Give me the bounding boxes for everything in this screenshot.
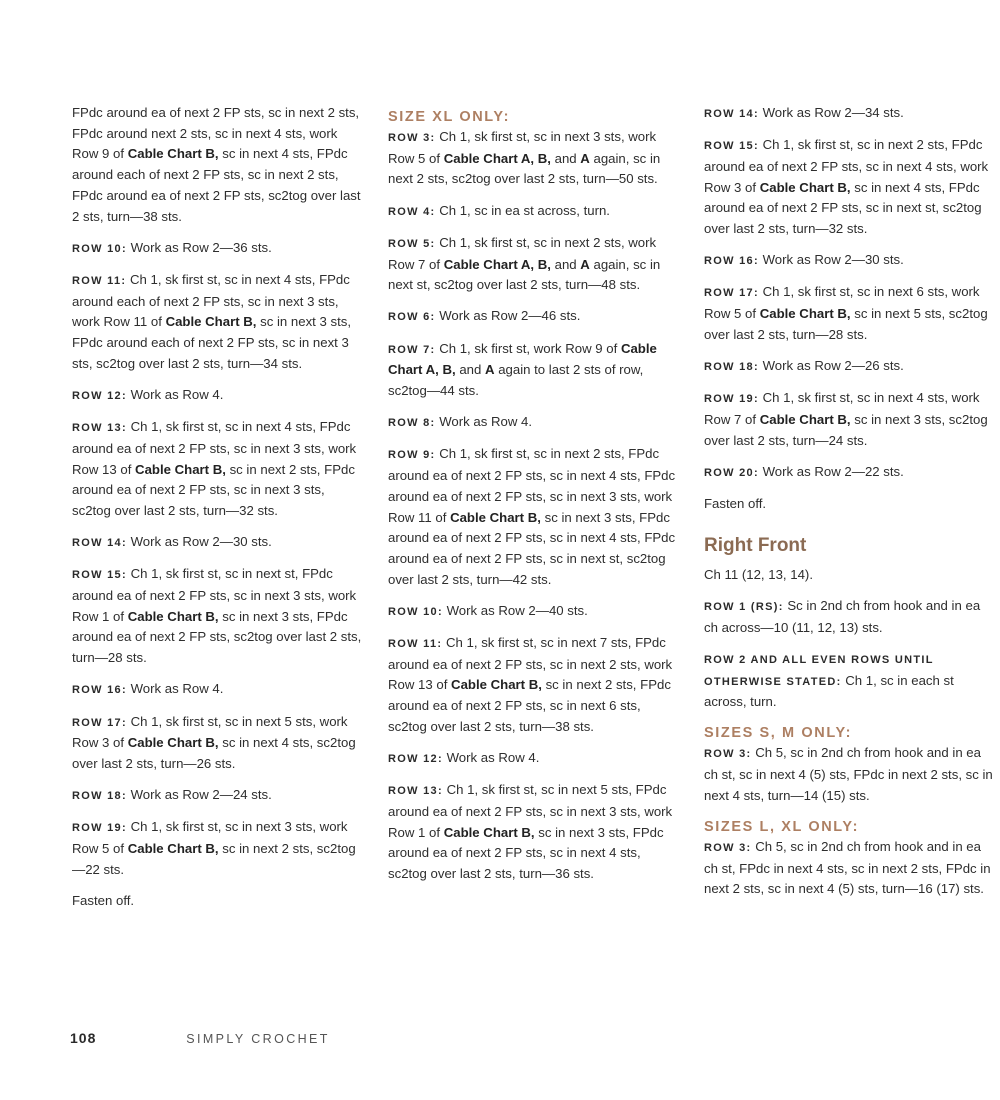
instruction-paragraph [388, 748, 680, 770]
instruction-text: sc in next 4 sts, FPdc around each of next 2 FP sts, sc in next 2 sts, FPdc around ea of next 2 FP sts, sc2tog over last 2 sts, turn—38 sts. [72, 146, 361, 224]
instruction-paragraph [704, 282, 996, 345]
instruction-paragraph [72, 270, 364, 375]
instruction-paragraph [72, 817, 364, 880]
instruction-paragraph [704, 565, 996, 586]
instruction-text: sc in next 5 sts, sc2tog over last 2 sts, turn—28 sts. [704, 306, 988, 342]
instruction-text: again, sc in next 2 sts, sc2tog over last 2 sts, turn—50 sts. [388, 150, 661, 187]
row-label: ROW 5: [388, 237, 436, 250]
row-label: ROW 6: [388, 311, 436, 324]
size-subheading: SIZES S, M ONLY: [704, 725, 853, 742]
size-subheading: SIZE XL ONLY: [388, 109, 511, 125]
instruction-paragraph [704, 250, 996, 272]
section-heading: Right Front [704, 534, 807, 556]
row-label: ROW 3: [704, 842, 752, 855]
instruction-paragraph [704, 494, 996, 515]
row-label: ROW 10: [72, 242, 127, 255]
chart-reference: Cable Chart B, [127, 608, 219, 624]
row-label: ROW 2 AND ALL EVEN ROWS UNTIL OTHERWISE STATED: [704, 653, 934, 688]
instruction-text: Work as Row 4. [126, 681, 224, 697]
instruction-text: Work as Row 4. [435, 414, 533, 430]
instruction-text: FPdc around ea of next 2 FP sts, sc in next 2 sts, FPdc around next 2 sts, sc in next 4 sts, work Row 9 of [72, 105, 360, 162]
row-label: ROW 9: [388, 449, 436, 462]
instruction-text: Ch 1, sk first st, sc in next 2 sts, FPdc around ea of next 2 FP sts, sc in next 4 sts, FPdc around ea of next 2 FP sts, sc in next 3 sts, work Row 11 of [388, 446, 676, 525]
instruction-text: Ch 1, sc in each st across, turn. [704, 672, 954, 710]
instruction-paragraph [72, 238, 364, 260]
page-footer [70, 1030, 330, 1046]
book-title: SIMPLY CROCHET [186, 1032, 330, 1046]
instruction-text: Ch 1, sk first st, sc in next 6 sts, work Row 5 of [704, 284, 980, 322]
instruction-text: Ch 5, sc in 2nd ch from hook and in ea ch st, sc in next 4 (5) sts, FPdc in next 2 sts, sc in next 4 sts, turn—14 (15) sts. [704, 745, 993, 803]
chart-reference: Cable Chart B, [127, 146, 219, 162]
instruction-paragraph [72, 385, 364, 407]
chart-reference: Cable Chart B, [450, 509, 541, 525]
instruction-text: Ch 1, sk first st, sc in next 4 sts, FPdc around ea of next 2 FP sts, sc in next 3 sts, work Row 13 of [72, 419, 357, 477]
instruction-paragraph [704, 462, 996, 484]
instruction-text: Work as Row 2—30 sts. [126, 534, 272, 550]
instruction-paragraph [72, 712, 364, 775]
instruction-paragraph [704, 743, 996, 806]
column-3 [704, 103, 996, 911]
instruction-text: Ch 1, sk first st, sc in next 3 sts, work Row 5 of [388, 129, 657, 166]
instruction-text: Ch 1, sk first st, sc in next 4 sts, FPdc around each of next 2 FP sts, sc in next 3 sts, work Row 11 of [72, 271, 350, 330]
row-label: ROW 12: [388, 753, 443, 766]
instruction-text: Fasten off. [72, 893, 135, 908]
row-label: ROW 7: [388, 343, 436, 356]
size-subheading: SIZES L, XL ONLY: [704, 819, 860, 836]
instruction-text: Work as Row 2—22 sts. [758, 463, 904, 479]
row-label: ROW 19: [704, 393, 759, 406]
row-label: ROW 8: [388, 417, 436, 430]
instruction-text: Work as Row 2—36 sts. [126, 239, 272, 255]
row-label: ROW 15: [704, 140, 759, 153]
row-label: ROW 15: [72, 569, 127, 582]
instruction-text: Ch 1, sk first st, sc in next 3 sts, work Row 5 of [72, 819, 348, 857]
instruction-text: Ch 1, sk first st, sc in next 7 sts, FPdc around ea of next 2 FP sts, sc in next 2 sts, work Row 13 of [388, 635, 673, 693]
row-label: ROW 13: [72, 422, 127, 435]
instruction-paragraph [72, 679, 364, 701]
row-label: ROW 10: [388, 605, 443, 618]
instruction-text: Ch 1, sk first st, work Row 9 of [435, 340, 621, 356]
instruction-text: sc in next 4 sts, sc2tog over last 2 sts, turn—26 sts. [72, 735, 356, 771]
instruction-paragraph [388, 201, 680, 223]
instruction-text: sc in next 3 sts, FPdc around each of next 2 FP sts, sc in next 3 sts, sc2tog over last 2 sts, turn—34 sts. [72, 314, 352, 371]
instruction-paragraph [72, 532, 364, 554]
instruction-text: sc in next 2 sts, FPdc around ea of next 2 FP sts, sc in next 6 sts, sc2tog over last 2 sts, turn—38 sts. [388, 677, 671, 734]
instruction-text: and [455, 362, 485, 378]
row-label: ROW 17: [704, 287, 759, 300]
instruction-paragraph [72, 891, 364, 912]
instruction-paragraph [388, 339, 680, 402]
instruction-paragraph [704, 596, 996, 638]
page-number: 108 [70, 1030, 97, 1046]
instruction-text: sc in next 3 sts, sc2tog over last 2 sts, turn—24 sts. [704, 411, 988, 448]
row-label: ROW 11: [388, 638, 443, 651]
instruction-paragraph [388, 412, 680, 434]
instruction-text: Sc in 2nd ch from hook and in ea ch across—10 (11, 12, 13) sts. [704, 597, 981, 635]
chart-reference: Cable Chart B, [759, 179, 851, 195]
instruction-text: Work as Row 2—46 sts. [435, 308, 581, 324]
instruction-text: Ch 1, sk first st, sc in next 2 sts, work Row 7 of [388, 234, 657, 272]
row-label: ROW 13: [388, 785, 443, 798]
instruction-text: Ch 1, sk first st, sc in next 5 sts, work Row 3 of [72, 713, 348, 751]
row-label: ROW 19: [72, 822, 127, 835]
instruction-paragraph [704, 649, 996, 713]
instruction-paragraph [388, 780, 680, 885]
chart-reference: A [485, 362, 495, 378]
row-label: ROW 4: [388, 205, 436, 218]
chart-reference: Cable Chart B, [451, 677, 542, 693]
chart-reference: Cable Chart B, [127, 841, 219, 857]
row-label: ROW 1 (RS): [704, 600, 784, 613]
instruction-paragraph [72, 564, 364, 669]
instruction-paragraph [388, 233, 680, 296]
row-label: ROW 3: [704, 748, 752, 761]
instruction-text: and [550, 150, 581, 166]
instruction-text: sc in next 3 sts, FPdc around ea of next 2 FP sts, sc in next 4 sts, FPdc around ea of next 2 FP sts, sc in next st, sc2tog over last 2 sts, turn—42 sts. [388, 509, 676, 587]
row-label: ROW 3: [388, 132, 436, 144]
chart-reference: Cable Chart B, [759, 411, 851, 427]
instruction-paragraph [72, 785, 364, 807]
chart-reference: A [580, 150, 590, 166]
instruction-paragraph [388, 306, 680, 328]
instruction-text: sc in next 3 sts, FPdc around ea of next 2 FP sts, sc in next 4 sts, sc2tog over last 2 sts, turn—36 sts. [388, 824, 664, 882]
instruction-text: Ch 1, sk first st, sc in next 2 sts, FPdc around ea of next 2 FP sts, sc in next 4 sts, work Row 3 of [704, 137, 989, 195]
instruction-text: Ch 11 (12, 13, 14). [704, 566, 813, 582]
instruction-paragraph [388, 127, 680, 190]
instruction-text: Work as Row 2—40 sts. [442, 602, 588, 618]
instruction-text: Fasten off. [704, 496, 767, 512]
instruction-text: sc in next 4 sts, FPdc around ea of next 2 FP sts, sc in next st, sc2tog over last 2 sts, turn—32 sts. [704, 179, 982, 237]
chart-reference: Cable Chart B, [135, 461, 226, 477]
instruction-text: sc in next 2 sts, sc2tog—22 sts. [72, 841, 356, 877]
row-label: ROW 18: [72, 790, 127, 803]
row-label: ROW 11: [72, 274, 127, 287]
instruction-text: Ch 5, sc in 2nd ch from hook and in ea ch st, FPdc in next 4 sts, sc in next 2 sts, FPdc in next 2 sts, sc in next 4 (5) sts, turn—16 (17) sts. [704, 839, 991, 897]
row-label: ROW 18: [704, 361, 759, 374]
instruction-paragraph [72, 417, 364, 522]
chart-reference: A [580, 256, 590, 272]
instruction-text: again, sc in next st, sc2tog over last 2 sts, turn—48 sts. [388, 256, 661, 293]
instruction-text: Ch 1, sk first st, sc in next 4 sts, work Row 7 of [704, 390, 980, 427]
chart-reference: Cable Chart B, [127, 735, 219, 751]
instruction-paragraph [388, 444, 680, 590]
row-label: ROW 17: [72, 716, 127, 729]
instruction-text: Ch 1, sk first st, sc in next 5 sts, FPdc around ea of next 2 FP sts, sc in next 3 sts, work Row 1 of [388, 782, 673, 840]
chart-reference: Cable Chart B, [443, 824, 535, 840]
instruction-text: Work as Row 2—30 sts. [758, 252, 904, 268]
column-1 [72, 103, 364, 922]
instruction-paragraph [72, 103, 364, 227]
instruction-text: Work as Row 2—26 sts. [758, 358, 904, 374]
row-label: ROW 20: [704, 466, 759, 479]
instruction-text: and [550, 256, 581, 272]
instruction-text: Ch 1, sk first st, sc in next st, FPdc around ea of next 2 FP sts, sc in next 3 sts, work Row 1 of [72, 566, 357, 624]
row-label: ROW 14: [72, 537, 127, 550]
instruction-text: Work as Row 2—34 sts. [758, 105, 904, 120]
chart-reference: Cable Chart B, [759, 306, 851, 322]
instruction-text: Work as Row 4. [442, 750, 540, 766]
instruction-paragraph [388, 601, 680, 623]
instruction-paragraph [704, 103, 996, 125]
instruction-text: again to last 2 sts of row, sc2tog—44 sts. [388, 362, 644, 399]
row-label: ROW 16: [704, 255, 759, 268]
row-label: ROW 12: [72, 389, 127, 402]
instruction-text: Work as Row 4. [126, 386, 224, 402]
chart-reference: Cable Chart A, B, [443, 150, 551, 166]
instruction-text: Ch 1, sc in ea st across, turn. [435, 202, 610, 218]
instruction-paragraph [704, 388, 996, 451]
instruction-paragraph [388, 633, 680, 738]
instruction-paragraph [704, 135, 996, 240]
chart-reference: Cable Chart A, B, [388, 340, 657, 378]
chart-reference: Cable Chart A, B, [443, 256, 551, 272]
chart-reference: Cable Chart B, [165, 314, 257, 330]
instruction-text: sc in next 3 sts, FPdc around ea of next 2 FP sts, sc2tog over last 2 sts, turn—28 sts. [72, 608, 362, 666]
column-2 [388, 107, 680, 895]
row-label: ROW 14: [704, 108, 759, 120]
row-label: ROW 16: [72, 684, 127, 697]
instruction-text: Work as Row 2—24 sts. [126, 787, 272, 803]
instruction-paragraph [704, 356, 996, 378]
instruction-text: sc in next 2 sts, FPdc around ea of next 2 FP sts, sc in next 3 sts, sc2tog over last 2 sts, turn—32 sts. [72, 461, 355, 518]
instruction-paragraph [704, 837, 996, 900]
